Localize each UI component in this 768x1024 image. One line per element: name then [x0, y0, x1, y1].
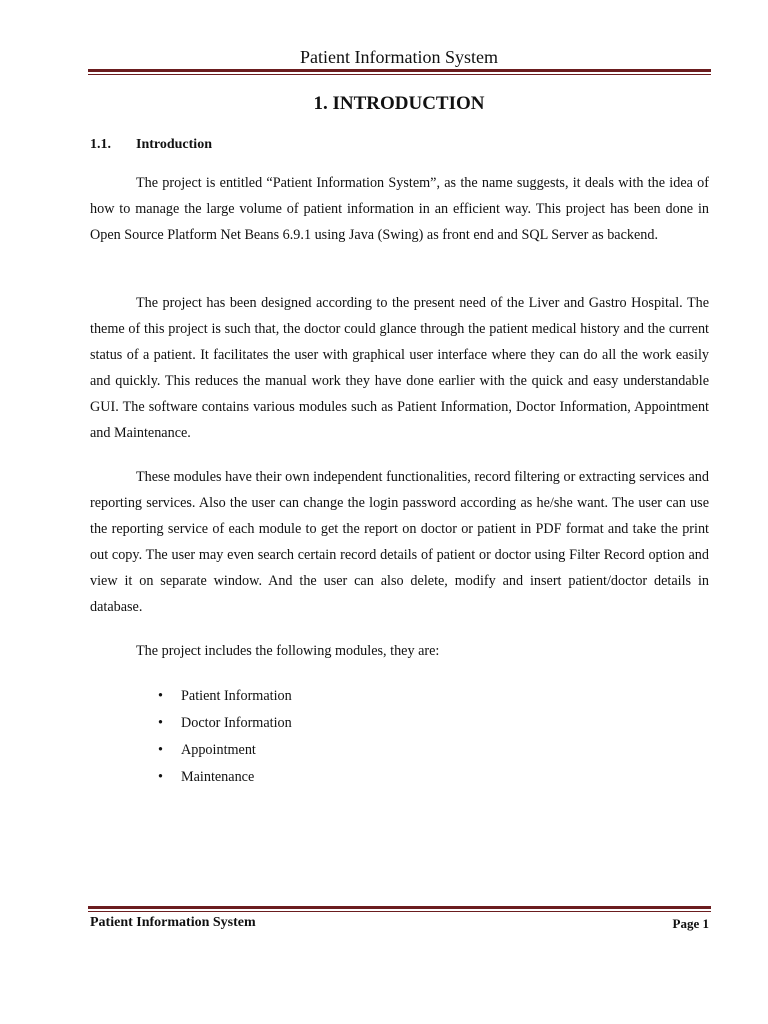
paragraph-2 — [90, 290, 709, 446]
paragraph-text: These modules have their own independent functionalities, record filtering or extracting services and reporting services. Also the user can change the login password according as he/she want. The user can use the reporting service of each module to get the report on doctor or patient in PDF format and take the print out copy. The user may even search certain record details of patient or doctor using Filter Record option and view it on separate window. And the user can also delete, modify and insert patient/doctor details in database. — [90, 469, 709, 615]
header-rule — [88, 69, 711, 75]
paragraph-4 — [90, 638, 709, 664]
bullet-icon: • — [158, 742, 163, 758]
paragraph-text: The project includes the following modules, they are: — [136, 643, 440, 659]
bullet-icon: • — [158, 769, 163, 785]
modules-list — [90, 683, 292, 791]
paragraph-1 — [90, 170, 709, 248]
list-item — [90, 710, 292, 737]
list-item-label: Appointment — [181, 742, 256, 758]
paragraph-text: The project is entitled “Patient Information System”, as the name suggests, it deals with the idea of how to manage the large volume of patient information in an efficient way. This project has been done in Open Source Platform Net Beans 6.9.1 using Java (Swing) as front end and SQL Server as backend. — [90, 175, 709, 243]
paragraph-3 — [90, 464, 709, 620]
list-item-label: Patient Information — [181, 688, 292, 704]
list-item-label: Maintenance — [181, 769, 255, 785]
bullet-icon: • — [158, 688, 163, 704]
footer-rule — [88, 906, 711, 912]
bullet-icon: • — [158, 715, 163, 731]
paragraph-text: The project has been designed according to the present need of the Liver and Gastro Hospital. The theme of this project is such that, the doctor could glance through the patient medical history and the current status of a patient. It facilitates the user with graphical user interface where they can do all the work easily and quickly. This reduces the manual work they have done earlier with the quick and easy understandable GUI. The software contains various modules such as Patient Information, Doctor Information, Appointment and Maintenance. — [90, 295, 709, 441]
list-item — [90, 737, 292, 764]
section-number: 1.1. — [90, 137, 111, 152]
footer-title: Patient Information System — [90, 915, 256, 930]
page-number: Page 1 — [672, 916, 709, 931]
list-item — [90, 683, 292, 710]
section-heading — [90, 135, 212, 155]
chapter-title: 1. INTRODUCTION — [313, 93, 485, 114]
running-header-title: Patient Information System — [300, 47, 498, 67]
section-title: Introduction — [136, 137, 212, 152]
list-item-label: Doctor Information — [181, 715, 292, 731]
list-item — [90, 764, 292, 791]
